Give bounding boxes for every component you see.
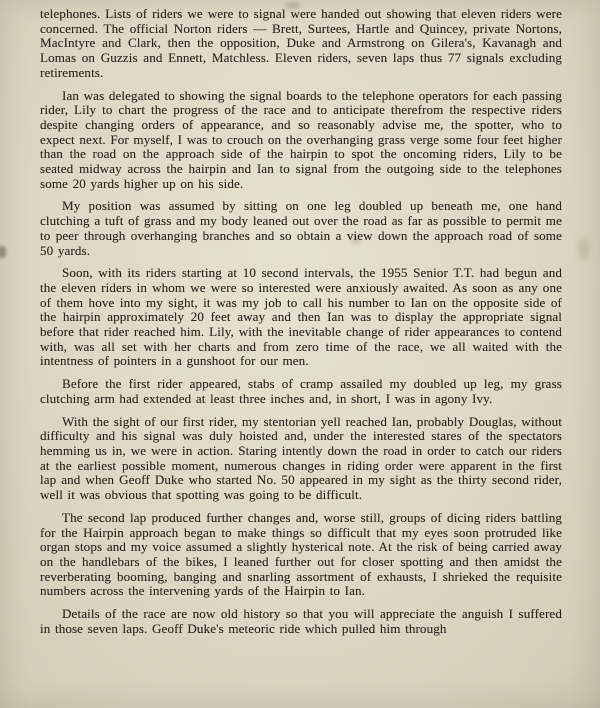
paragraph: The second lap produced further changes and, worse still, groups of dicing riders battling for the Hairpin approach began to make things so difficult that my eyes soon protruded like organ stops and my voice assumed a slightly hysterical note. At the risk of being carried away on the handlebars of the bikes, I leaned further out for closer spotting and then amidst the reverberating booming, banging and snarling assortment of exhausts, I shrieked the requisite numbers across the intervening yards of the Hairpin to Ian.: [40, 509, 562, 599]
paragraph: Soon, with its riders starting at 10 second intervals, the 1955 Senior T.T. had begun and the eleven riders in whom we were so interested were anxiously awaited. As soon as any one of them hove into my sight, it was my job to call his number to Ian on the opposite side of the hairpin approximately 20 feet away and then Ian was to display the appropriate signal before that rider reached him. Lily, with the inevitable change of rider appearances to contend with, was all set with her charts and from zero time of the race, we all waited with the intentness of pointers in a gunshoot for our men.: [40, 265, 562, 369]
paragraph: My position was assumed by sitting on one leg doubled up beneath me, one hand clutching a tuft of grass and my body leaned out over the road as far as possible to permit me to peer through overhanging branches and so obtain a view down the approach road of some 50 yards.: [40, 198, 562, 258]
paragraph: Details of the race are now old history so that you will appreciate the anguish I suffered in those seven laps. Geoff Duke's meteoric ride which pulled him through: [40, 606, 562, 636]
paragraph: telephones. Lists of riders we were to signal were handed out showing that eleven riders were concerned. The official Norton riders — Brett, Surtees, Hartle and Quincey, private Nortons, MacIntyre and Clark, then the opposition, Duke and Armstrong on Gilera's, Kavanagh and Lomas on Guzzis and Ennett, Matchless. Eleven riders, seven laps thus 77 signals excluding retirements.: [40, 6, 562, 80]
paragraph: Before the first rider appeared, stabs of cramp assailed my doubled up leg, my grass clutching arm had extended at least three inches and, in short, I was in agony Ivy.: [40, 376, 562, 406]
paragraph: Ian was delegated to showing the signal boards to the telephone operators for each passing rider, Lily to chart the progress of the race and to anticipate therefrom the respective riders despite changing orders of appearance, and so reasonably advise me, the spotter, who to expect next. For myself, I was to crouch on the overhanging grass verge some four feet higher than the road on the approach side of the hairpin to spot the oncoming riders, Lily to be seated midway across the hairpin and Ian to signal from the outgoing side to the telephones some 20 yards higher up on his side.: [40, 87, 562, 191]
scan-speck: [0, 246, 6, 258]
page-text-block: [40, 7, 562, 644]
paragraph: With the sight of our first rider, my stentorian yell reached Ian, probably Douglas, without difficulty and his signal was duly hoisted and, under the interested stares of the spectators hemming us in, we were in action. Staring intently down the road in order to catch our riders at the earliest possible moment, numerous changes in riding order were apparent in the first lap and when Geoff Duke who started No. 50 appeared in my sight as the thirty second rider, well it was obvious that spotting was going to be difficult.: [40, 413, 562, 503]
scan-speck: [578, 238, 590, 260]
